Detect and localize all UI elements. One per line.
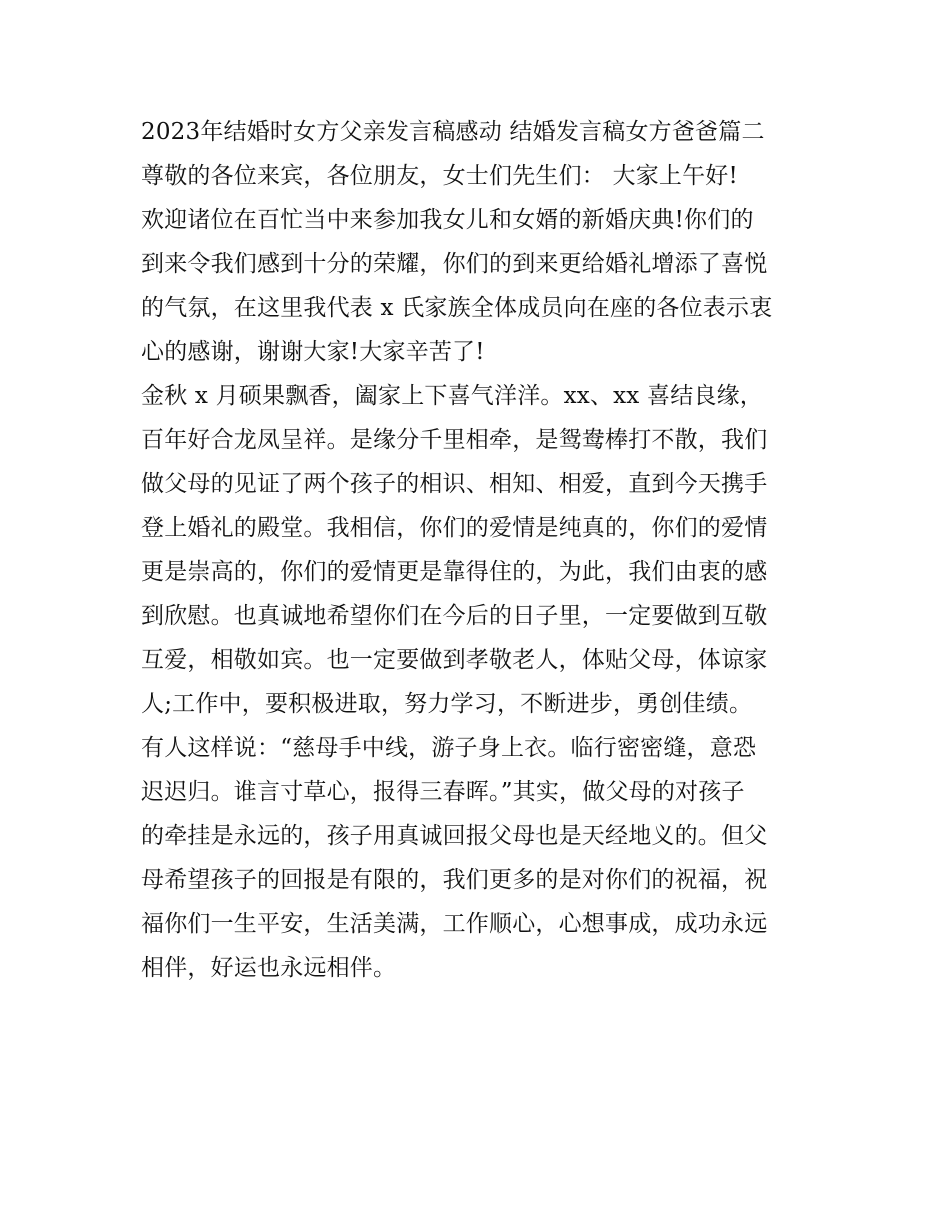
text-line: 百年好合龙凤呈祥。是缘分千里相牵，是鸳鸯棒打不散，我们 [141,427,768,453]
text-line: 欢迎诸位在百忙当中来参加我女儿和女婿的新婚庆典!你们的 [141,207,754,233]
text-line: 做父母的见证了两个孩子的相识、相知、相爱，直到今天携手 [141,471,768,497]
text-line: 到来令我们感到十分的荣耀，你们的到来更给婚礼增添了喜悦 [141,251,768,277]
text-line: 到欣慰。也真诚地希望你们在今后的日子里，一定要做到互敬 [141,603,768,629]
text-line: 福你们一生平安，生活美满，工作顺心，心想事成，成功永远 [141,911,768,937]
text-line: 更是崇高的，你们的爱情更是靠得住的，为此，我们由衷的感 [141,559,768,585]
document-body [141,110,821,990]
text-line: 人;工作中，要积极进取，努力学习，不断进步，勇创佳绩。 [141,691,753,717]
greeting-line: 尊敬的各位来宾，各位朋友，女士们先生们： 大家上午好! [141,163,738,189]
text-line: 心的感谢，谢谢大家!大家辛苦了! [141,339,485,365]
text-line: 有人这样说：“慈母手中线，游子身上衣。临行密密缝，意恐 [141,735,757,761]
text-line: 登上婚礼的殿堂。我相信，你们的爱情是纯真的，你们的爱情 [141,515,768,541]
text-line: 互爱，相敬如宾。也一定要做到孝敬老人，体贴父母，体谅家 [141,647,768,673]
text-line: 金秋 x 月硕果飘香，阖家上下喜气洋洋。xx、xx 喜结良缘， [141,383,763,409]
title-line: 2023年结婚时女方父亲发言稿感动 结婚发言稿女方爸爸篇二 [141,119,765,145]
text-line: 母希望孩子的回报是有限的，我们更多的是对你们的祝福，祝 [141,867,768,893]
text-line: 的气氛，在这里我代表 x 氏家族全体成员向在座的各位表示衷 [141,295,773,321]
text-line: 的牵挂是永远的，孩子用真诚回报父母也是天经地义的。但父 [141,823,768,849]
text-line: 迟迟归。谁言寸草心，报得三春晖。”其实，做父母的对孩子 [141,779,745,805]
text-line: 相伴，好运也永远相伴。 [141,955,397,981]
